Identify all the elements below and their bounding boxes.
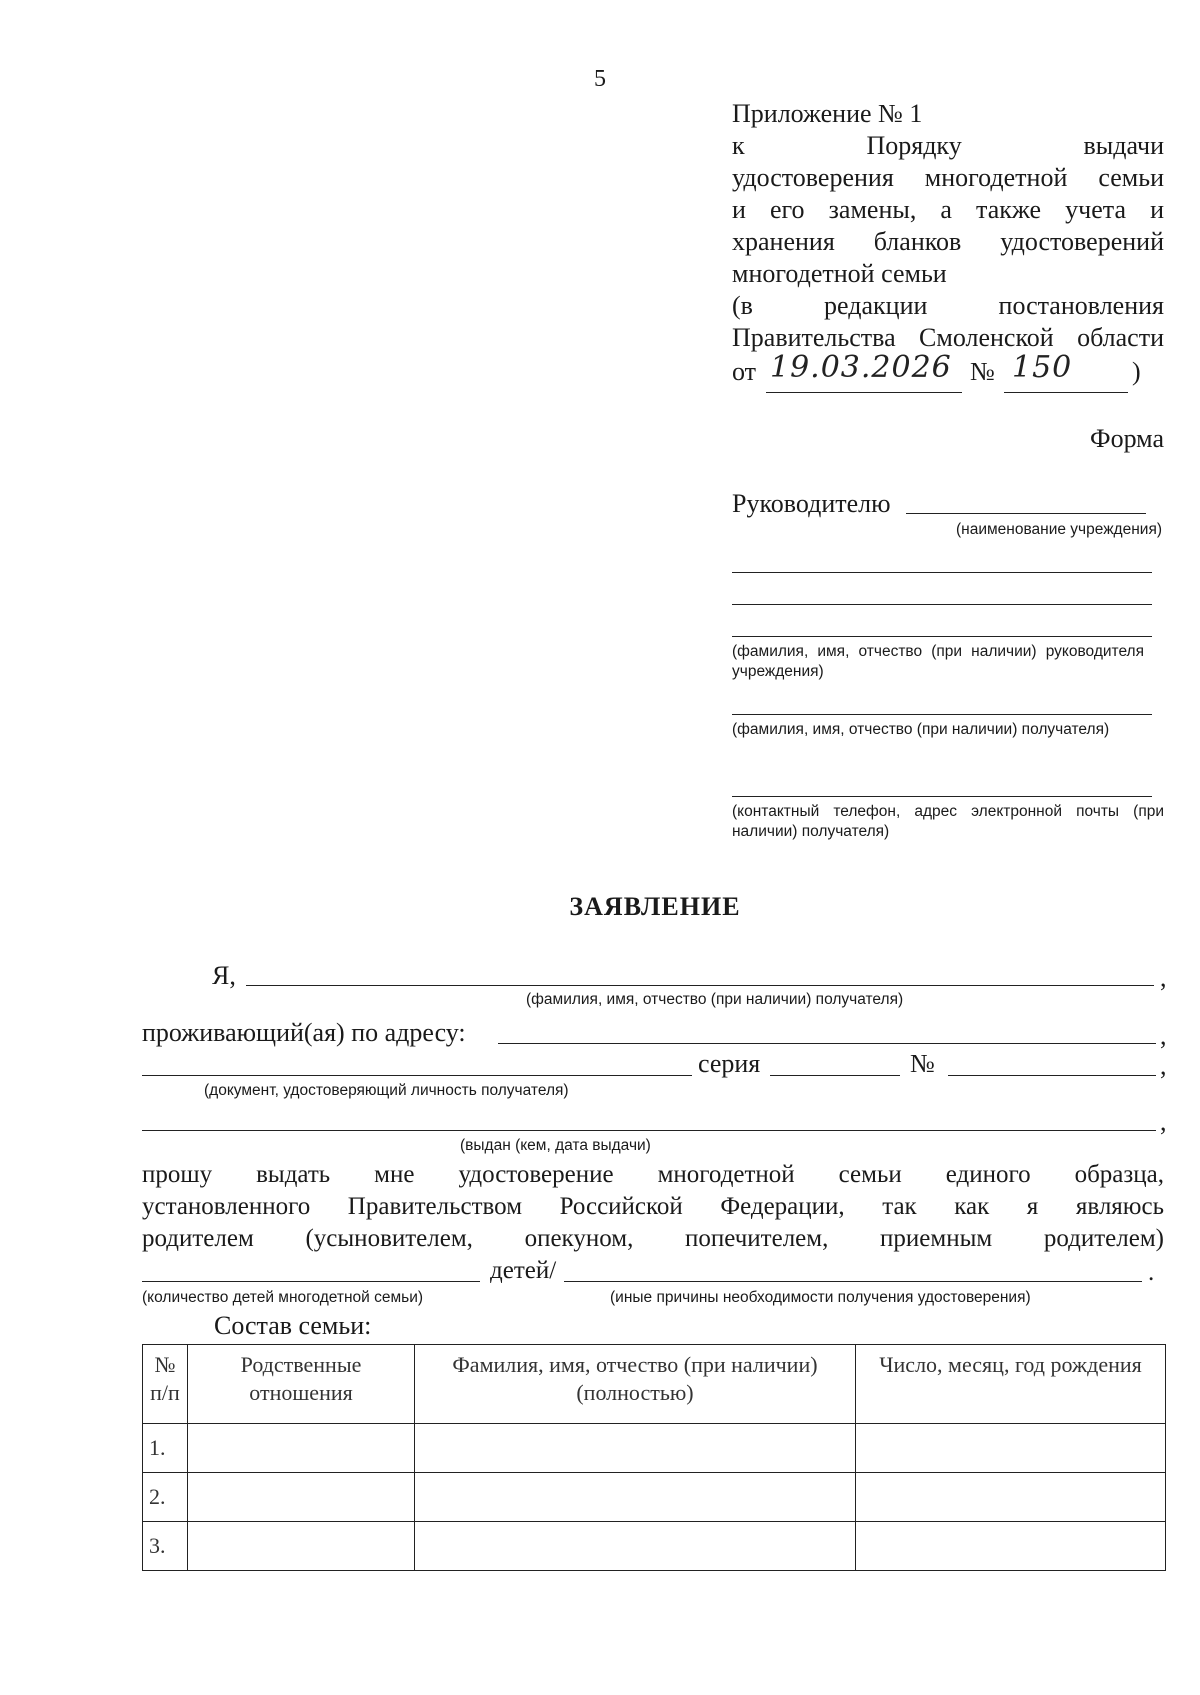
- identity-document-field[interactable]: [142, 1075, 692, 1076]
- column-header: Число, месяц, год рождения: [856, 1345, 1166, 1424]
- document-title: ЗАЯВЛЕНИЕ: [569, 892, 741, 921]
- series-field[interactable]: [770, 1075, 900, 1076]
- children-label: детей/: [490, 1257, 557, 1284]
- addressee-label: Руководителю: [732, 489, 891, 518]
- period: .: [1148, 1259, 1155, 1286]
- other-reasons-caption: (иные причины необходимости получения удостоверения): [610, 1289, 1031, 1306]
- head-name-field-3[interactable]: [732, 636, 1152, 637]
- appendix-block: [732, 98, 1164, 354]
- identity-document-caption: (документ, удостоверяющий личность получателя): [204, 1082, 569, 1099]
- appendix-line: удостоверения многодетной семьи: [732, 163, 1164, 192]
- row-number: 3.: [143, 1522, 188, 1571]
- issued-caption: (выдан (кем, дата выдачи): [460, 1137, 651, 1154]
- appendix-line: Правительства Смоленской области: [732, 323, 1164, 352]
- table-row: [143, 1522, 1166, 1571]
- decree-date: 19.03.2026: [770, 350, 952, 385]
- birth-date-cell[interactable]: [856, 1424, 1166, 1473]
- appendix-line: и его замены, а также учета и: [732, 195, 1164, 224]
- table-row: [143, 1473, 1166, 1522]
- decree-number-label: №: [970, 357, 995, 386]
- relation-cell[interactable]: [188, 1424, 415, 1473]
- table-row: [143, 1424, 1166, 1473]
- column-header: № п/п: [143, 1345, 188, 1424]
- row-number: 2.: [143, 1473, 188, 1522]
- appendix-line: (в редакции постановления: [732, 291, 1164, 320]
- column-header: Родственные отношения: [188, 1345, 415, 1424]
- institution-caption: (наименование учреждения): [956, 521, 1162, 538]
- request-text-line: родителем (усыновителем, опекуном, попечителем, приемным родителем): [142, 1225, 1164, 1252]
- birth-date-cell[interactable]: [856, 1473, 1166, 1522]
- i-label: Я,: [212, 961, 236, 990]
- full-name-cell[interactable]: [415, 1473, 856, 1522]
- full-name-cell[interactable]: [415, 1424, 856, 1473]
- comma: ,: [1160, 1107, 1167, 1136]
- full-name-cell[interactable]: [415, 1522, 856, 1571]
- comma: ,: [1160, 1021, 1167, 1050]
- appendix-line: к Порядку выдачи: [732, 131, 1164, 160]
- comma: ,: [1160, 963, 1167, 992]
- page-number: 5: [594, 66, 606, 92]
- recipient-name-field[interactable]: [732, 714, 1152, 715]
- appendix-line: многодетной семьи: [732, 259, 947, 288]
- series-label: серия: [698, 1049, 761, 1078]
- request-text-line: прошу выдать мне удостоверение многодетной семьи единого образца,: [142, 1161, 1164, 1188]
- row-number: 1.: [143, 1424, 188, 1473]
- request-text-line: установленного Правительством Российской Федерации, так как я являюсь: [142, 1193, 1164, 1220]
- family-label: Состав семьи:: [214, 1311, 372, 1340]
- family-table: [142, 1344, 1166, 1571]
- head-name-field-1[interactable]: [732, 572, 1152, 573]
- applicant-name-field[interactable]: [246, 985, 1154, 986]
- address-field[interactable]: [498, 1043, 1156, 1044]
- head-name-field-2[interactable]: [732, 604, 1152, 605]
- recipient-caption: (фамилия, имя, отчество (при наличии) получателя): [732, 721, 1110, 738]
- doc-number-field[interactable]: [948, 1075, 1156, 1076]
- relation-cell[interactable]: [188, 1522, 415, 1571]
- head-caption: (фамилия, имя, отчество (при наличии) руководителя учреждения): [732, 643, 1144, 680]
- form-label: Форма: [1090, 424, 1164, 453]
- issued-field[interactable]: [142, 1130, 1156, 1131]
- birth-date-cell[interactable]: [856, 1522, 1166, 1571]
- doc-number-label: №: [910, 1049, 935, 1078]
- column-header: Фамилия, имя, отчество (при наличии) (полностью): [415, 1345, 856, 1424]
- relation-cell[interactable]: [188, 1473, 415, 1522]
- decree-from-label: от: [732, 357, 757, 386]
- other-reasons-field[interactable]: [564, 1281, 1142, 1282]
- table-header-row: [143, 1345, 1166, 1424]
- decree-number: 150: [1012, 350, 1073, 385]
- contact-field[interactable]: [732, 796, 1152, 797]
- appendix-line: Приложение № 1: [732, 99, 923, 128]
- children-count-caption: (количество детей многодетной семьи): [142, 1289, 424, 1306]
- appendix-line: хранения бланков удостоверений: [732, 227, 1164, 256]
- institution-field[interactable]: [906, 513, 1146, 514]
- applicant-name-caption: (фамилия, имя, отчество (при наличии) получателя): [526, 991, 904, 1008]
- children-count-field[interactable]: [142, 1281, 480, 1282]
- contact-caption: (контактный телефон, адрес электронной почты (при наличии) получателя): [732, 803, 1164, 840]
- comma: ,: [1160, 1051, 1167, 1080]
- decree-close-paren: ): [1132, 357, 1141, 386]
- address-label: проживающий(ая) по адресу:: [142, 1018, 466, 1047]
